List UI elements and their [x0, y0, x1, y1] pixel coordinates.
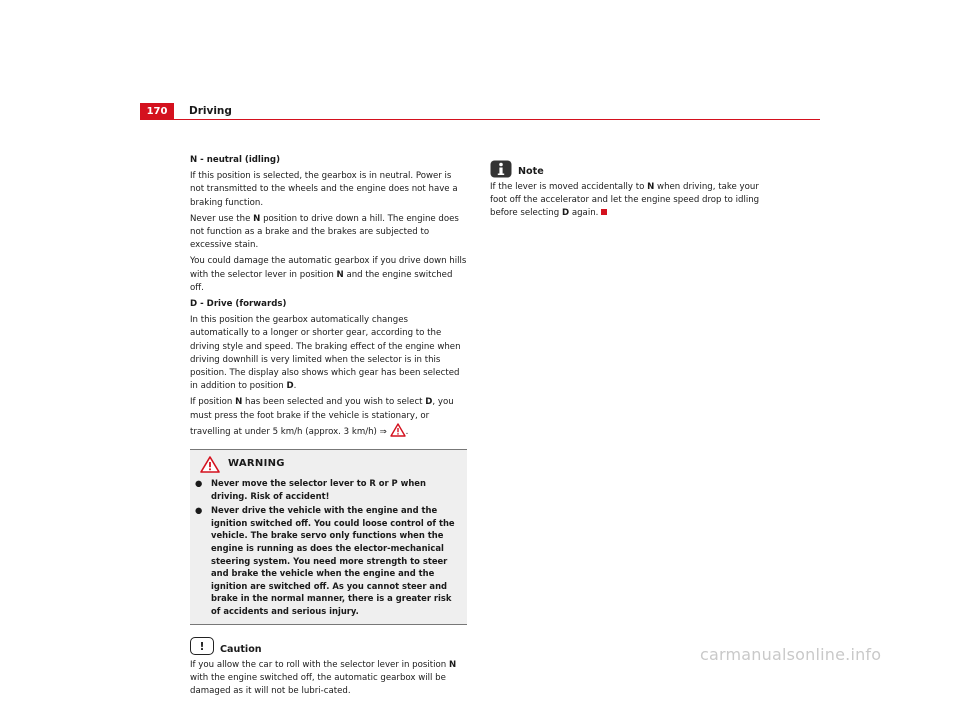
end-of-section-icon — [601, 209, 607, 215]
n-paragraph-2 — [190, 213, 467, 253]
caution-header — [190, 637, 467, 656]
text-run: If position — [190, 397, 236, 408]
d-paragraph-1 — [190, 314, 467, 393]
gear-letter: D — [286, 381, 294, 392]
n-paragraph-3 — [190, 255, 467, 295]
warning-bullet-text: Never move the selector lever to R or P when driving. Risk of accident! — [211, 478, 426, 501]
section-title: Driving — [189, 105, 232, 117]
gear-letter: N — [647, 182, 655, 192]
note-text — [490, 181, 765, 221]
n-heading: N - neutral (idling) — [190, 155, 281, 165]
warning-triangle-icon — [200, 456, 220, 473]
caution-text — [190, 659, 467, 699]
warning-bullet — [194, 504, 463, 617]
gear-letter: D — [561, 208, 570, 219]
gear-letter: D — [425, 397, 433, 408]
text-run: . — [405, 426, 409, 437]
caution-exclamation-icon: ! — [190, 637, 214, 655]
gear-letter: N — [336, 269, 344, 280]
text-run: If the lever is moved accidentally to — [490, 182, 648, 192]
text-run: , you must press the foot brake if the vehicle is stationary, or travelling at under 5 km/h (approx. 3 km/h) — [190, 397, 454, 437]
page-number: 170 — [140, 103, 174, 120]
text-run: with the engine switched off, the automatic gearbox will be damaged as it will not be lubri-cated. — [190, 673, 446, 697]
right-column — [490, 160, 765, 224]
text-run: In this position the gearbox automatically changes automatically to a longer or shorter gear, according to the driving style and speed. The braking effect of the engine when driving downhill is very limited when the selector is in this position. The display also shows which gear has been selected in addition to position — [190, 315, 461, 392]
text-run: has been selected and you wish to select — [242, 397, 426, 408]
cross-reference-arrow: ⇒ — [379, 426, 387, 437]
text-run: You could damage the automatic gearbox if you drive down hills with the selector lever in position — [190, 256, 467, 280]
header-rule — [174, 119, 820, 120]
n-paragraph-1: If this position is selected, the gearbox is in neutral. Power is not transmitted to the wheels and the engine does not have a braking function. — [190, 171, 458, 208]
warning-bullet — [194, 477, 463, 502]
d-paragraph-2 — [190, 396, 467, 439]
warning-bullet-text: Never drive the vehicle with the engine and the ignition switched off. You could loose control of the vehicle. The brake servo only functions when the engine is running as does the elector-mechanical steering system. You need more strength to steer and brake the vehicle when the engine and the ignition are switched off. As you cannot steer and brake in the normal manner, there is a greater risk of accidents and serious injury. — [211, 505, 455, 616]
gear-letter: N — [253, 213, 261, 224]
text-run: Never use the — [190, 213, 254, 224]
warning-triangle-icon — [390, 423, 406, 437]
caution-title: Caution — [220, 643, 262, 655]
text-run: If you allow the car to roll with the selector lever in position — [190, 659, 449, 670]
note-info-icon — [490, 160, 512, 178]
text-run: again. — [569, 208, 599, 219]
text-run: when driving, take your foot off the accelerator and let the engine speed drop to idling before selecting — [490, 182, 760, 219]
gear-letter: N — [448, 659, 457, 670]
caution-block — [190, 637, 467, 699]
note-title: Note — [518, 165, 544, 177]
warning-title: WARNING — [228, 458, 285, 470]
warning-box — [190, 449, 467, 625]
left-column — [190, 154, 467, 701]
page-header — [140, 103, 820, 120]
warning-header — [200, 456, 463, 473]
gear-letter: N — [235, 397, 243, 408]
text-run: . — [293, 381, 297, 392]
text-run: and the engine switched off. — [190, 269, 453, 293]
bullet-dot: ● — [195, 478, 203, 489]
watermark: carmanualsonline.info — [700, 645, 882, 664]
d-heading: D - Drive (forwards) — [190, 299, 287, 310]
text-run: position to drive down a hill. The engine does not function as a brake and the brakes are subjected to excessive stain. — [190, 213, 459, 251]
note-header — [490, 160, 765, 178]
bullet-dot: ● — [195, 505, 203, 516]
